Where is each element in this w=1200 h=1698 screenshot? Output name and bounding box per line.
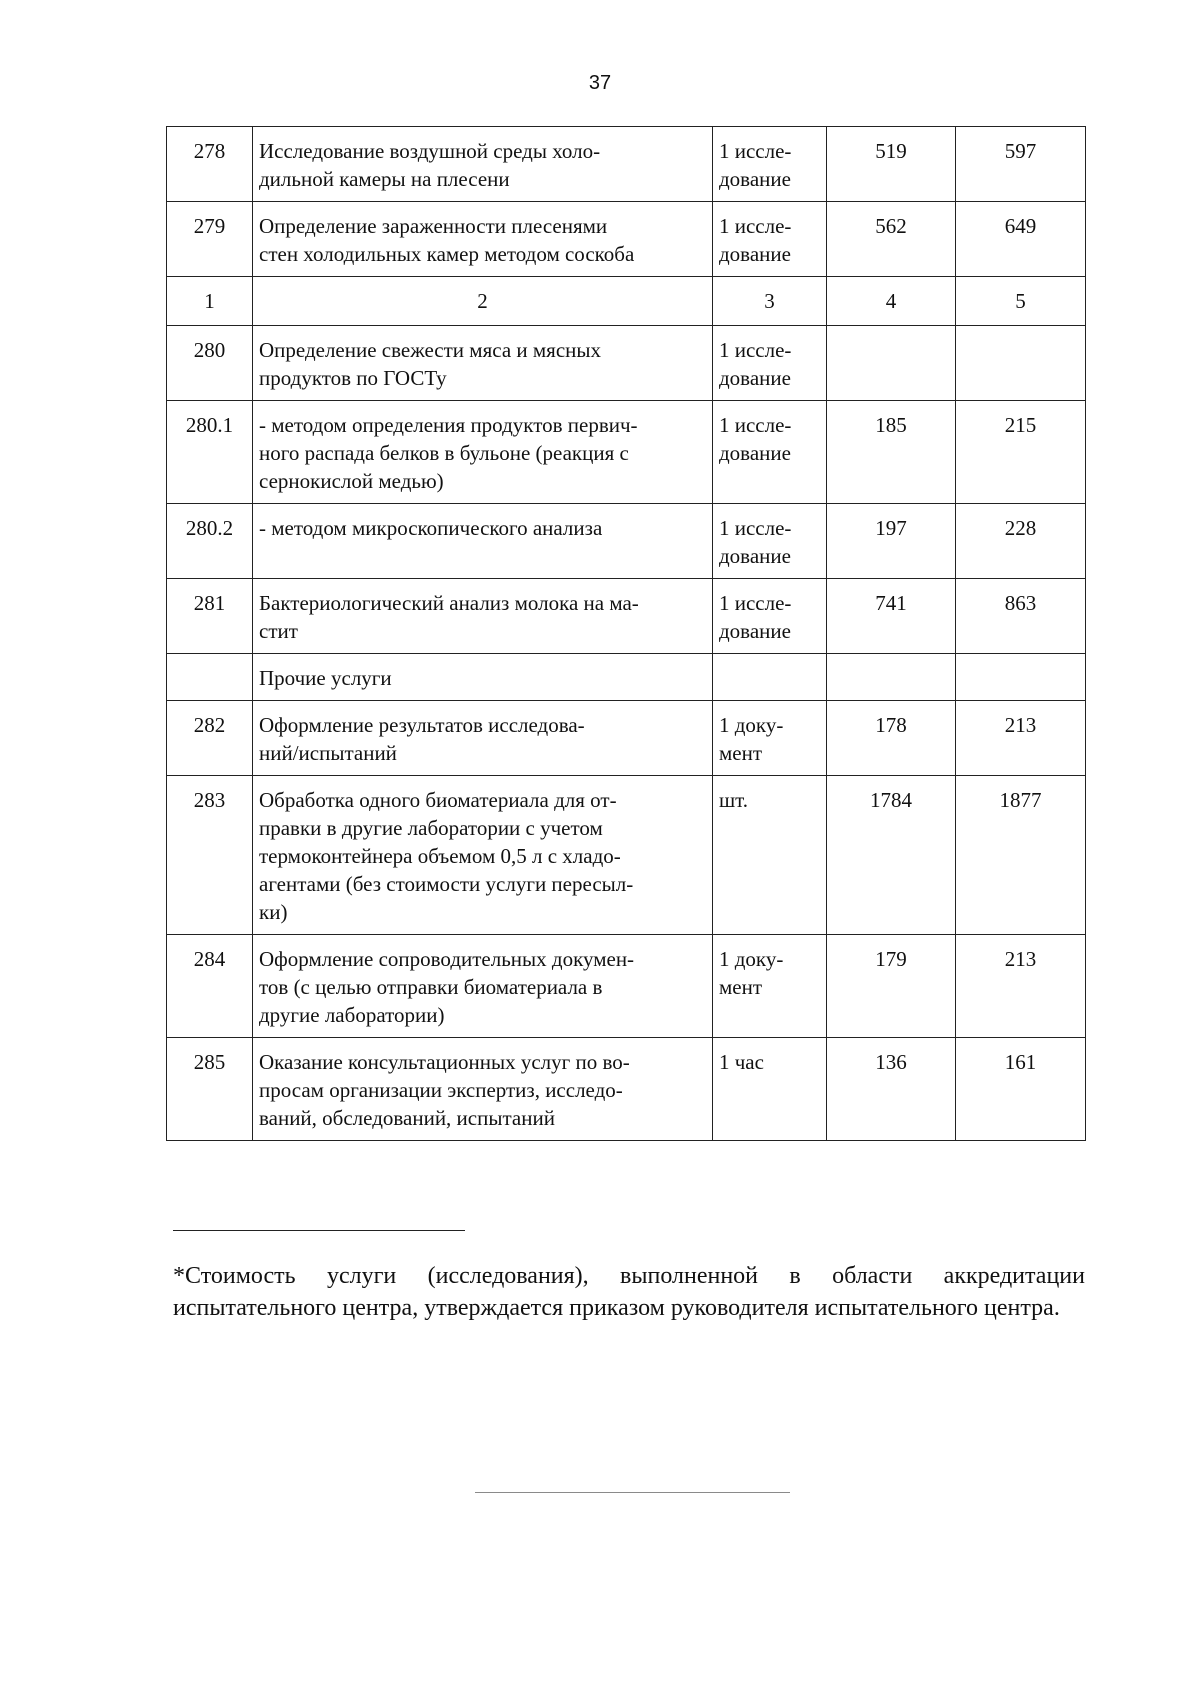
service-name-line: Исследование воздушной среды холо- [259,139,601,163]
row-number-cell: 279 [167,202,253,277]
table-row [167,935,1086,1038]
unit-line: 1 доку- [719,713,784,737]
service-name-line: Оказание консультационных услуг по во- [259,1050,630,1074]
price-column-5-cell: 213 [956,701,1086,776]
service-name-line: дильной камеры на плесени [259,167,510,191]
service-name-cell [253,654,713,701]
price-column-4-cell: 741 [827,579,956,654]
price-column-5-cell [956,654,1086,701]
service-name-line: - методом микроскопического анализа [259,516,603,540]
table-column-number-row [167,277,1086,326]
unit-line: шт. [719,788,749,812]
unit-line: 1 иссле- [719,214,792,238]
service-name-line: Оформление результатов исследова- [259,713,585,737]
row-number-cell: 280.1 [167,401,253,504]
unit-line: 1 иссле- [719,591,792,615]
price-column-4-cell: 1784 [827,776,956,935]
row-number-cell: 281 [167,579,253,654]
price-column-4-cell: 197 [827,504,956,579]
service-name-cell [253,504,713,579]
service-name-line: агентами (без стоимости услуги пересыл- [259,872,634,896]
price-column-5-cell: 597 [956,127,1086,202]
price-column-4-cell: 519 [827,127,956,202]
unit-line: 1 иссле- [719,413,792,437]
price-column-5-cell: 1877 [956,776,1086,935]
price-column-5-cell: 863 [956,579,1086,654]
unit-line: дование [719,366,791,390]
unit-cell [713,654,827,701]
service-name-cell [253,277,713,326]
unit-line: 1 доку- [719,947,784,971]
unit-line: дование [719,544,791,568]
table-row [167,326,1086,401]
table-row [167,776,1086,935]
service-name-line: ного распада белков в бульоне (реакция с [259,441,629,465]
price-column-4-cell: 562 [827,202,956,277]
price-column-4-cell: 185 [827,401,956,504]
service-name-cell [253,1038,713,1141]
page-bottom-divider [475,1492,790,1493]
price-column-4-cell [827,654,956,701]
service-name-line: другие лаборатории) [259,1003,445,1027]
footnote-text: *Стоимость услуги (исследования), выполненной в области аккредитации испытательного центра, утверждается приказом руководителя испытательного центра. [173,1263,1085,1321]
price-column-5-cell: 213 [956,935,1086,1038]
service-name-line: просам организации экспертиз, исследо- [259,1078,623,1102]
table-row [167,579,1086,654]
unit-cell [713,127,827,202]
unit-cell [713,701,827,776]
service-name-cell [253,326,713,401]
service-name-line: сернокислой медью) [259,469,444,493]
footnote-divider [173,1230,465,1231]
unit-line: дование [719,242,791,266]
unit-line: мент [719,975,763,999]
service-name-line: ки) [259,900,288,924]
table-body [167,127,1086,1141]
unit-line: мент [719,741,763,765]
service-name-cell [253,701,713,776]
service-name-line: Обработка одного биоматериала для от- [259,788,617,812]
service-name-line: Оформление сопроводительных докумен- [259,947,635,971]
table-row [167,202,1086,277]
service-name-cell [253,935,713,1038]
service-name-line: термоконтейнера объемом 0,5 л с хладо- [259,844,621,868]
table-row [167,401,1086,504]
table-row [167,701,1086,776]
price-column-5-cell: 215 [956,401,1086,504]
table-row [167,127,1086,202]
service-name-cell [253,127,713,202]
unit-cell [713,935,827,1038]
row-number-cell: 280.2 [167,504,253,579]
unit-cell [713,326,827,401]
service-name-line: продуктов по ГОСТу [259,366,447,390]
unit-line: дование [719,441,791,465]
unit-cell [713,277,827,326]
price-column-5-cell: 161 [956,1038,1086,1141]
service-name-line: Определение зараженности плесенями [259,214,608,238]
price-column-5-cell: 228 [956,504,1086,579]
unit-cell [713,1038,827,1141]
service-name-line: Определение свежести мяса и мясных [259,338,601,362]
unit-cell [713,202,827,277]
row-number-cell: 282 [167,701,253,776]
row-number-cell [167,654,253,701]
page-number: 37 [588,72,612,94]
unit-cell [713,579,827,654]
unit-line: дование [719,619,791,643]
unit-line: дование [719,167,791,191]
unit-line: 3 [764,289,775,313]
row-number-cell: 283 [167,776,253,935]
price-column-4-cell [827,326,956,401]
service-name-line: Бактериологический анализ молока на ма- [259,591,639,615]
service-name-line: Прочие услуги [259,666,392,690]
row-number-cell: 1 [167,277,253,326]
row-number-cell: 285 [167,1038,253,1141]
unit-cell [713,504,827,579]
price-column-4-cell: 178 [827,701,956,776]
price-column-4-cell: 136 [827,1038,956,1141]
price-column-5-cell: 5 [956,277,1086,326]
service-name-cell [253,579,713,654]
row-number-cell: 280 [167,326,253,401]
service-name-line: тов (с целью отправки биоматериала в [259,975,603,999]
table-row [167,504,1086,579]
price-column-5-cell [956,326,1086,401]
row-number-cell: 284 [167,935,253,1038]
service-name-cell [253,401,713,504]
unit-cell [713,776,827,935]
service-name-line: стит [259,619,298,643]
unit-line: 1 иссле- [719,516,792,540]
unit-line: 1 иссле- [719,338,792,362]
price-column-5-cell: 649 [956,202,1086,277]
unit-line: 1 иссле- [719,139,792,163]
price-column-4-cell: 4 [827,277,956,326]
price-table [166,126,1086,1141]
service-name-cell [253,202,713,277]
row-number-cell: 278 [167,127,253,202]
service-name-cell [253,776,713,935]
price-column-4-cell: 179 [827,935,956,1038]
service-name-line: стен холодильных камер методом соскоба [259,242,635,266]
table-row [167,654,1086,701]
service-name-line: 2 [477,289,488,313]
unit-line: 1 час [719,1050,764,1074]
service-name-line: правки в другие лаборатории с учетом [259,816,603,840]
unit-cell [713,401,827,504]
service-name-line: ний/испытаний [259,741,397,765]
table-row [167,1038,1086,1141]
service-name-line: ваний, обследований, испытаний [259,1106,555,1130]
service-name-line: - методом определения продуктов первич- [259,413,638,437]
